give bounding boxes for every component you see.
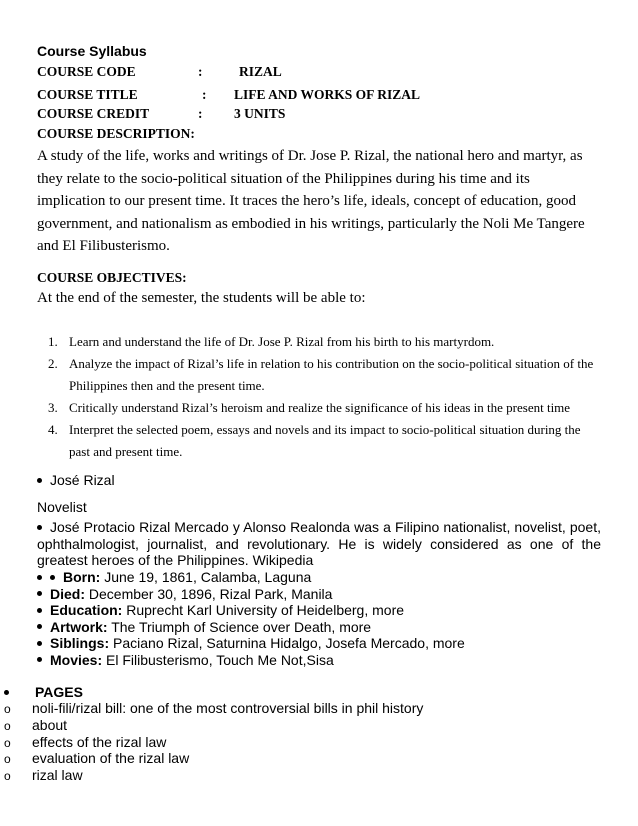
- fact-item: [37, 569, 465, 586]
- page-link-item[interactable]: [4, 718, 423, 735]
- course-code-label: COURSE CODE: [37, 64, 136, 79]
- page-link-item[interactable]: [4, 735, 423, 752]
- circle-bullet-icon: o: [4, 735, 11, 750]
- objective-number: 2.: [48, 356, 58, 371]
- bullet-icon: [37, 608, 42, 613]
- profile-bio-text: José Protacio Rizal Mercado y Alonso Realonda was a Filipino nationalist, novelist, poet, ophthalmologist, journalist, and revolutionary. He is widely considered as one of the greatest heroes of the Philippines. Wikipedia: [37, 519, 601, 569]
- objective-text: Analyze the impact of Rizal’s life in relation to his contribution on the socio-political situation of the Philippines then and the present time.: [69, 356, 594, 393]
- bullet-icon: [37, 478, 42, 483]
- fact-label: Siblings:: [50, 635, 110, 651]
- profile-name-row: [37, 472, 115, 488]
- page-link-text[interactable]: evaluation of the rizal law: [32, 750, 190, 767]
- bullet-icon: [37, 525, 42, 530]
- description-label: COURSE DESCRIPTION:: [37, 126, 195, 141]
- page-link-text[interactable]: noli-fili/rizal bill: one of the most controversial bills in phil history: [32, 700, 424, 716]
- page-link-text[interactable]: rizal law: [32, 767, 83, 784]
- bullet-icon: [50, 575, 55, 580]
- pages-heading: PAGES: [35, 684, 83, 700]
- page-link-text[interactable]: about: [32, 716, 68, 733]
- fact-item: [37, 652, 465, 669]
- fact-label: Education:: [50, 602, 123, 618]
- bullet-icon: [37, 624, 42, 629]
- course-credit-value: 3 UNITS: [234, 106, 286, 121]
- bullet-icon: [4, 690, 9, 695]
- objectives-list: [48, 331, 604, 463]
- fact-value: The Triumph of Science over Death, more: [107, 618, 372, 635]
- bullet-icon: [37, 591, 42, 596]
- fact-value: El Filibusterismo, Touch Me Not,Sisa: [102, 651, 334, 668]
- bullet-icon: [37, 575, 42, 580]
- profile-occupation: Novelist: [37, 499, 87, 515]
- syllabus-title: Course Syllabus: [37, 43, 147, 59]
- profile-facts: [37, 569, 465, 668]
- fact-value: Ruprecht Karl University of Heidelberg, more: [122, 602, 405, 618]
- course-credit-sep: :: [198, 106, 203, 121]
- objective-number: 4.: [48, 422, 58, 437]
- page-link-item[interactable]: [4, 701, 423, 718]
- course-code-value: RIZAL: [239, 64, 282, 79]
- course-code-sep: :: [198, 64, 203, 79]
- circle-bullet-icon: o: [4, 769, 11, 784]
- course-title-sep: :: [202, 87, 207, 102]
- fact-label: Died:: [50, 585, 85, 602]
- fact-value: December 30, 1896, Rizal Park, Manila: [85, 585, 333, 602]
- course-credit-label: COURSE CREDIT: [37, 106, 150, 121]
- circle-bullet-icon: o: [4, 702, 11, 716]
- objective-number: 3.: [48, 400, 58, 415]
- objective-item: [48, 397, 604, 419]
- fact-item: [37, 619, 465, 636]
- fact-value: June 19, 1861, Calamba, Laguna: [100, 569, 312, 585]
- objective-number: 1.: [48, 334, 58, 349]
- objectives-label: COURSE OBJECTIVES:: [37, 270, 187, 285]
- course-title-label: COURSE TITLE: [37, 87, 138, 102]
- description-text: A study of the life, works and writings of Dr. Jose P. Rizal, the national hero and martyr, as they relate to the socio-political situation of the Philippines during his time and its implication to our present time. It traces the hero’s life, ideals, concept of education, good government, and nationalism as embodied in his writings, particularly the Noli Me Tangere and El Filibusterismo.: [37, 148, 585, 254]
- page-link-item[interactable]: [4, 768, 423, 785]
- objective-item: [48, 331, 604, 353]
- fact-label: Movies:: [50, 651, 103, 668]
- pages-heading-row: [4, 684, 83, 700]
- objectives-intro: At the end of the semester, the students will be able to:: [37, 290, 366, 306]
- fact-label: Artwork:: [50, 618, 108, 635]
- objective-text: Interpret the selected poem, essays and novels and its impact to socio-political situation during the past and present time.: [69, 422, 581, 459]
- profile-bio: [37, 519, 601, 569]
- objective-text: Critically understand Rizal’s heroism and realize the significance of his ideas in the present time: [69, 400, 571, 415]
- fact-item: [37, 635, 465, 652]
- page-link-text[interactable]: effects of the rizal law: [32, 733, 167, 750]
- fact-item: [37, 602, 465, 619]
- profile-name: José Rizal: [50, 472, 115, 488]
- pages-list: [4, 701, 423, 785]
- fact-value: Paciano Rizal, Saturnina Hidalgo, Josefa Mercado, more: [109, 635, 465, 651]
- objective-item: [48, 353, 604, 397]
- circle-bullet-icon: o: [4, 718, 11, 733]
- course-title-value: LIFE AND WORKS OF RIZAL: [234, 87, 421, 102]
- page-link-item[interactable]: [4, 751, 423, 768]
- bullet-icon: [37, 641, 42, 646]
- objective-item: [48, 419, 604, 463]
- bullet-icon: [37, 657, 42, 662]
- fact-label: Born:: [63, 569, 101, 585]
- fact-item: [37, 586, 465, 603]
- objective-text: Learn and understand the life of Dr. Jose P. Rizal from his birth to his martyrdom.: [69, 334, 495, 349]
- circle-bullet-icon: o: [4, 752, 11, 767]
